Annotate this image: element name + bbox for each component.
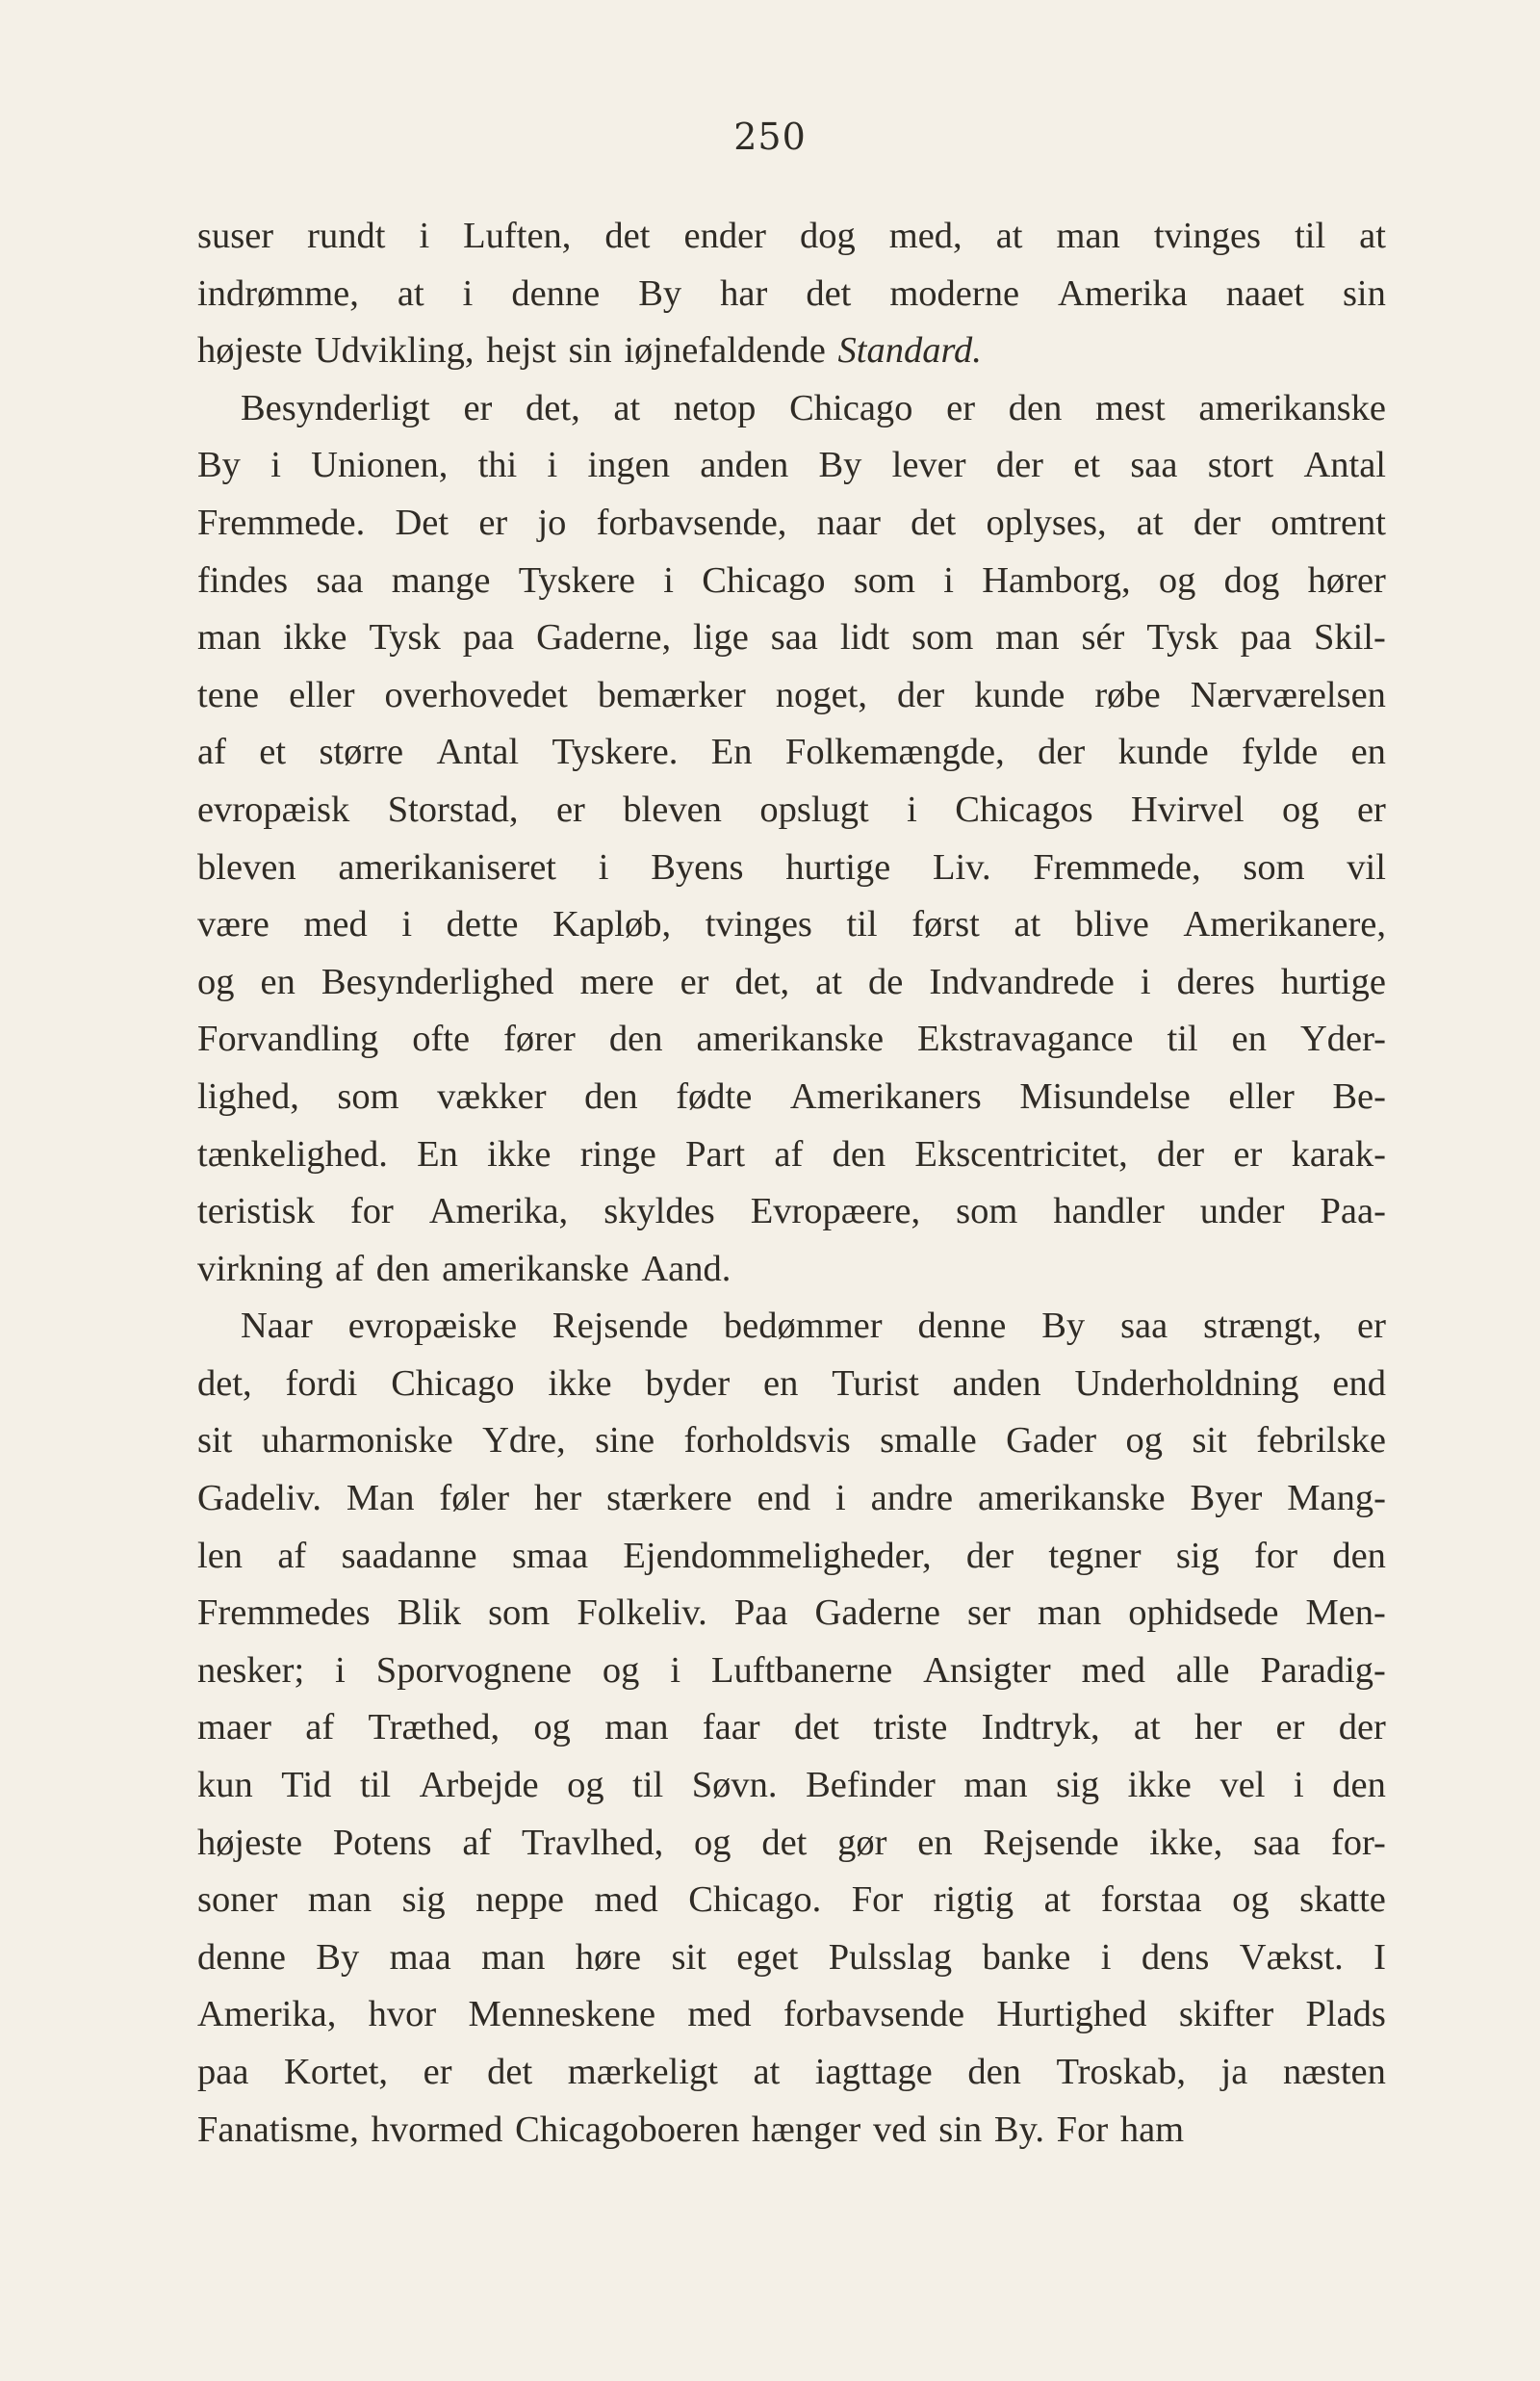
text-line: Fremmede. Det er jo forbavsende, naar det oplyses, at der omtrent <box>197 502 1386 543</box>
paragraph <box>197 1298 1386 2159</box>
text-line: len af saadanne smaa Ejendommeligheder, der tegner sig for den <box>197 1535 1386 1576</box>
text-line: suser rundt i Luften, det ender dog med, at man tvinges til at <box>197 216 1386 256</box>
text-line: være med i dette Kapløb, tvinges til først at blive Amerikanere, <box>197 904 1386 945</box>
text-line: højeste Potens af Travlhed, og det gør en Rejsende ikke, saa for- <box>197 1822 1386 1863</box>
text-line: Gadeliv. Man føler her stærkere end i andre amerikanske Byer Mang- <box>197 1478 1386 1519</box>
text-line: nesker; i Sporvognene og i Luftbanerne Ansigter med alle Paradig- <box>197 1649 1386 1691</box>
text-line: teristisk for Amerika, skyldes Evropæere, som handler under Paa- <box>197 1191 1386 1232</box>
text-line: og en Besynderlighed mere er det, at de Indvandrede i deres hurtige <box>197 961 1386 1002</box>
text-line: By i Unionen, thi i ingen anden By lever der et saa stort Antal <box>197 445 1386 486</box>
text-line: tænkelighed. En ikke ringe Part af den Ekscentricitet, der er karak- <box>197 1133 1386 1175</box>
text-line: evropæisk Storstad, er bleven opslugt i Chicagos Hvirvel og er <box>197 789 1386 830</box>
text-line: lighed, som vækker den fødte Amerikaners Misundelse eller Be- <box>197 1075 1386 1117</box>
text-line: det, fordi Chicago ikke byder en Turist anden Underholdning end <box>197 1362 1386 1404</box>
text-line: virkning af den amerikanske Aand. <box>197 1248 732 1289</box>
text-line: kun Tid til Arbejde og til Søvn. Befinder man sig ikke vel i den <box>197 1765 1386 1806</box>
text-line: højeste Udvikling, hejst sin iøjnefaldende Standard. <box>197 330 982 372</box>
text-line: Fremmedes Blik som Folkeliv. Paa Gaderne ser man ophidsede Men- <box>197 1592 1386 1634</box>
text-line: Forvandling ofte fører den amerikanske Ekstravagance til en Yder- <box>197 1019 1386 1060</box>
text-line: maer af Træthed, og man faar det triste Indtryk, at her er der <box>197 1707 1386 1748</box>
paragraph <box>197 380 1386 1299</box>
text-line: Amerika, hvor Menneskene med forbavsende Hurtighed skifter Plads <box>197 1994 1386 2035</box>
text-line: indrømme, at i denne By har det moderne Amerika naaet sin <box>197 272 1386 314</box>
text-line: Naar evropæiske Rejsende bedømmer denne By saa strængt, er <box>241 1306 1386 1347</box>
text-line: Fanatisme, hvormed Chicagoboeren hænger ved sin By. For ham <box>197 2109 1185 2150</box>
text-line: bleven amerikaniseret i Byens hurtige Liv. Fremmede, som vil <box>197 846 1386 888</box>
text-line: tene eller overhovedet bemærker noget, der kunde røbe Nærværelsen <box>197 674 1386 715</box>
text-line: denne By maa man høre sit eget Pulsslag banke i dens Vækst. I <box>197 1936 1386 1978</box>
text-line: sit uharmoniske Ydre, sine forholdsvis smalle Gader og sit febrilske <box>197 1420 1386 1462</box>
text-line: af et større Antal Tyskere. En Folkemængde, der kunde fylde en <box>197 732 1386 773</box>
page-number: 250 <box>733 116 807 158</box>
text-line: soner man sig neppe med Chicago. For rigtig at forstaa og skatte <box>197 1879 1386 1921</box>
paragraph <box>197 208 1386 380</box>
body-text <box>197 208 1386 2159</box>
text-line: Besynderligt er det, at netop Chicago er den mest amerikanske <box>241 387 1386 428</box>
text-line: man ikke Tysk paa Gaderne, lige saa lidt som man sér Tysk paa Skil- <box>197 617 1386 659</box>
text-line: findes saa mange Tyskere i Chicago som i Hamborg, og dog hører <box>197 559 1386 601</box>
text-line: paa Kortet, er det mærkeligt at iagttage den Troskab, ja næsten <box>197 2052 1386 2092</box>
